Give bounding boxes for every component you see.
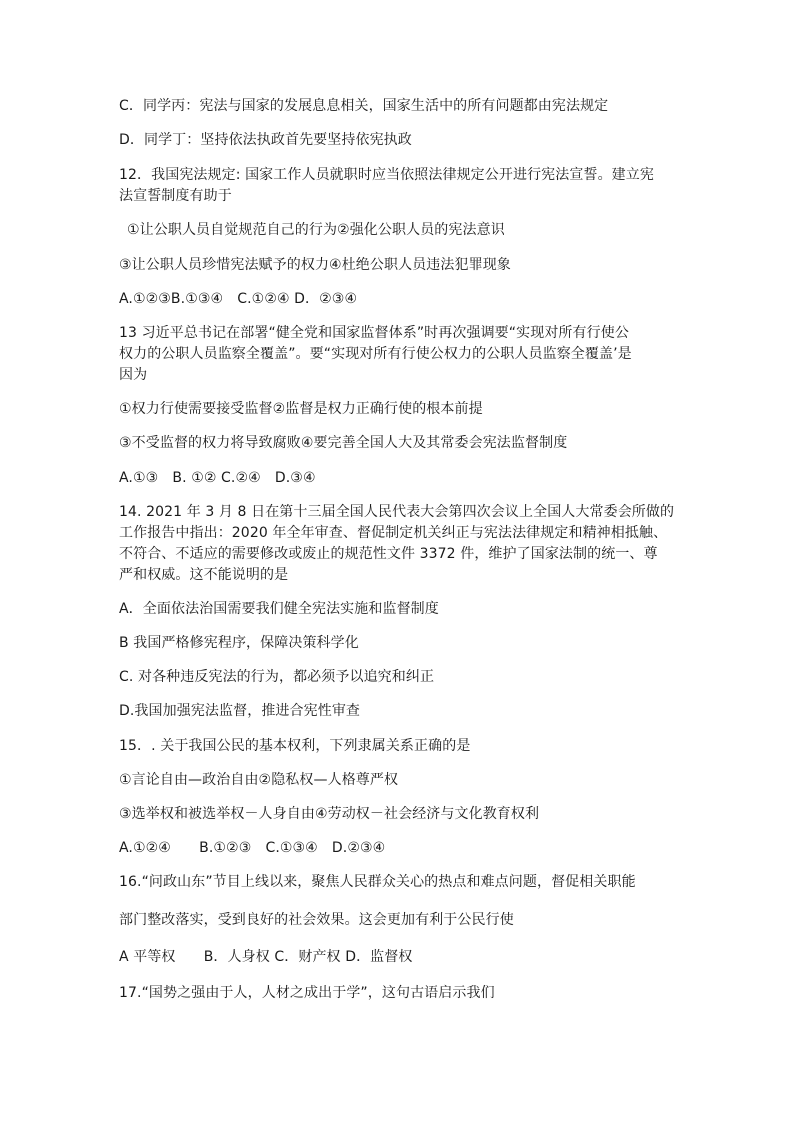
question-17-stem: 17.“国势之强由于人，人材之成出于学”，这句古语启示我们 (119, 985, 495, 1001)
question-13-statements-line-1: ①权力行使需要接受监督②监督是权力正确行使的根本前提 (119, 401, 483, 417)
question-13-stem-line-1: 13 习近平总书记在部署“健全党和国家监督体系”时再次强调要“实现对所有行使公 (119, 325, 629, 341)
question-14-option-d: D.我国加强宪法监督，推进合宪性审查 (119, 703, 361, 719)
question-14-stem-line-2: 工作报告中指出：2020 年全年审查、督促制定机关纠正与宪法法律规定和精神相抵触、 (119, 525, 668, 541)
question-12-statements-line-1: ①让公职人员自觉规范自己的行为②强化公职人员的宪法意识 (127, 222, 505, 238)
question-12-stem-line-2: 法宣誓制度有助于 (119, 188, 232, 204)
question-16-options: A 平等权 B．人身权 C．财产权 D．监督权 (119, 949, 413, 965)
question-16-stem-line-1: 16.“问政山东”节目上线以来，聚焦人民群众关心的热点和难点问题，督促相关职能 (119, 874, 636, 890)
question-14-stem-line-3: 不符合、不适应的需要修改或废止的规范性文件 3372 件，维护了国家法制的统一、尊 (119, 546, 658, 562)
question-14-stem-line-4: 严和权威。这不能说明的是 (119, 567, 289, 583)
question-14-stem-line-1: 14. 2021 年 3 月 8 日在第十三届全国人民代表大会第四次会议上全国人大常委会所做的 (119, 504, 675, 520)
question-13-statements-line-2: ③不受监督的权力将导致腐败④要完善全国人大及其常委会宪法监督制度 (119, 435, 568, 451)
question-13-stem-line-2: 权力的公职人员监察全覆盖”。要“实现对所有行使公权力的公职人员监察全覆盖’是 (119, 346, 632, 362)
question-11-option-c: C．同学丙：宪法与国家的发展息息相关，国家生活中的所有问题都由宪法规定 (119, 98, 609, 114)
question-12-stem-line-1: 12．我国宪法规定: 国家工作人员就职时应当依照法律规定公开进行宪法宣誓。建立宪 (119, 167, 654, 183)
question-12-options: A.①②③B.①③④ C.①②④ D．②③④ (119, 291, 358, 307)
question-15-statements-line-2: ③选举权和被选举权－人身自由④劳动权－社会经济与文化教育权利 (119, 806, 540, 822)
question-15-options: A.①②④ B.①②③ C.①③④ D.②③④ (119, 840, 386, 856)
question-14-option-c: C. 对各种违反宪法的行为，都必须予以追究和纠正 (119, 669, 435, 685)
question-13-stem-line-3: 因为 (119, 367, 148, 383)
question-14-option-a: A．全面依法治国需要我们健全宪法实施和监督制度 (119, 601, 439, 617)
question-16-stem-line-2: 部门整改落实，受到良好的社会效果。这会更加有利于公民行使 (119, 912, 514, 928)
question-12-statements-line-2: ③让公职人员珍惜宪法赋予的权力④杜绝公职人员违法犯罪现象 (119, 257, 511, 273)
question-15-stem: 15．. 关于我国公民的基本权利，下列隶属关系正确的是 (119, 738, 471, 754)
question-11-option-d: D．同学丁：坚持依法执政首先要坚持依宪执政 (119, 132, 412, 148)
question-13-options: A.①③ B. ①② C.②④ D.③④ (119, 470, 316, 486)
question-15-statements-line-1: ①言论自由—政治自由②隐私权—人格尊严权 (119, 772, 399, 788)
question-14-option-b: B 我国严格修宪程序，保障决策科学化 (119, 635, 359, 651)
